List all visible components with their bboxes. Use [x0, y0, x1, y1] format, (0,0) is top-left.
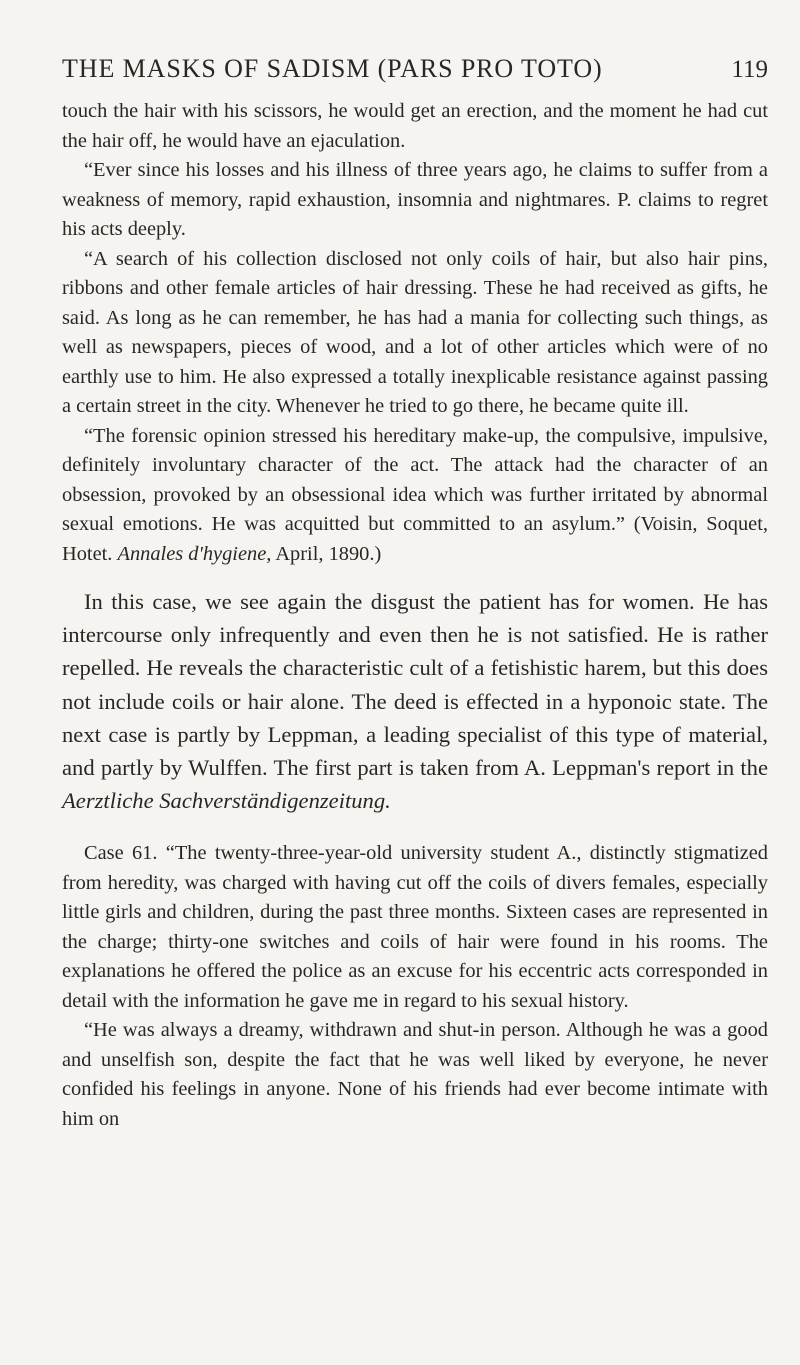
text-run: In this case, we see again the disgust the patient has for women. He has intercourse only infrequently and even then he is not satisfied. He is rather repelled. He reveals the characteristic cult of a fetishistic harem, but this does not include coils or hair alone. The deed is effected in a hyponoic state. The next case is partly by Leppman, a leading specialist of this type of material, and partly by Wulffen. The first part is taken from A. Leppman's report in the	[62, 589, 768, 781]
case-61-text	[62, 839, 768, 1134]
text-run: “The forensic opinion stressed his hereditary make-up, the compulsive, impulsive, definitely involuntary character of the act. The attack had the character of an obsession, provoked by an obsessional idea which was further irritated by abnormal sexual emotions. He was acquitted but committed to an asylum.” (Voisin, Soquet, Hotet.	[62, 424, 768, 565]
text-run: April, 1890.)	[271, 542, 382, 565]
book-page	[62, 52, 768, 1134]
paragraph: “He was always a dreamy, withdrawn and shut-in person. Although he was a good and unselfish son, despite the fact that he was well liked by everyone, he never confided his feelings in anyone. None of his friends had ever become intimate with him on	[62, 1019, 768, 1130]
running-head-title: THE MASKS OF SADISM (PARS PRO TOTO)	[62, 54, 603, 83]
running-head	[62, 52, 768, 87]
journal-title: Aerztliche Sachverständigenzeitung.	[62, 788, 391, 814]
paragraph	[62, 422, 768, 570]
page-number: 119	[731, 56, 768, 83]
paragraph	[62, 585, 768, 817]
author-commentary	[62, 585, 768, 817]
journal-title: Annales d'hygiene,	[117, 542, 272, 565]
paragraph: “A search of his collection disclosed not only coils of hair, but also hair pins, ribbons and other female articles of hair dressing. These he had received as gifts, he said. As long as he can remember, he has had a mania for collecting such things, as well as newspapers, pieces of wood, and a lot of other articles which were of no earthly use to him. He also expressed a totally inexplicable resistance against passing a certain street in the city. Whenever he tried to go there, he became quite ill.	[62, 247, 768, 417]
paragraph: “Ever since his losses and his illness of three years ago, he claims to suffer from a weakness of memory, rapid exhaustion, insomnia and nightmares. P. claims to regret his acts deeply.	[62, 159, 768, 240]
quoted-case-text	[62, 97, 768, 569]
paragraph: Case 61. “The twenty-three-year-old university student A., distinctly stigmatized from heredity, was charged with having cut off the coils of divers females, especially little girls and children, during the past three months. Sixteen cases are represented in the charge; thirty-one switches and coils of hair were found in his rooms. The explanations he offered the police as an excuse for his eccentric acts corresponded in detail with the information he gave me in regard to his sexual history.	[62, 842, 768, 1012]
paragraph: touch the hair with his scissors, he would get an erection, and the moment he had cut the hair off, he would have an ejaculation.	[62, 100, 768, 152]
